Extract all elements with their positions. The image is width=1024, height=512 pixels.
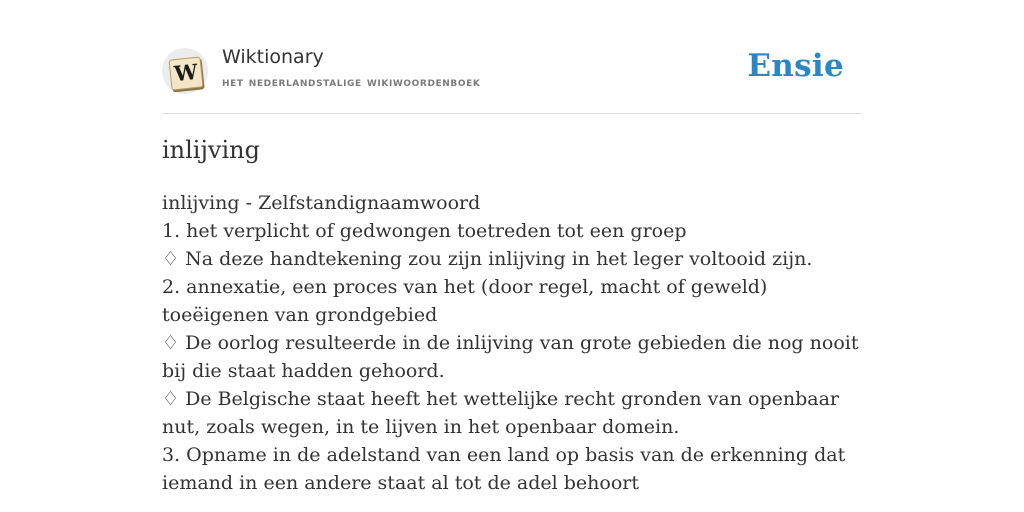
logo-letter: W	[172, 58, 199, 87]
definition-1: 1. het verplicht of gedwongen toetreden tot een groep	[162, 220, 687, 242]
entry-content	[162, 189, 862, 497]
wiktionary-logo-icon[interactable]	[162, 48, 208, 94]
example-3: ♢ De Belgische staat heeft het wettelijke recht gronden van openbaar nut, zoals wegen, in te lijven in het openbaar domein.	[162, 385, 862, 441]
logo-tile	[168, 56, 203, 90]
example-1: ♢ Na deze handtekening zou zijn inlijving in het leger voltooid zijn.	[162, 245, 862, 273]
entry-pos-line: inlijving - Zelfstandignaamwoord	[162, 192, 481, 214]
site-header	[162, 44, 862, 100]
header-divider	[162, 113, 862, 114]
entry-title: inlijving	[162, 136, 260, 164]
site-tagline: het nederlandstalige wikiwoordenboek	[222, 75, 481, 90]
site-name[interactable]: Wiktionary	[222, 46, 324, 68]
ensie-brand-logo[interactable]: Ensie	[747, 48, 844, 84]
definition-3: 3. Opname in de adelstand van een land op basis van de erkenning dat iemand in een andere staat al tot de adel behoort	[162, 444, 846, 494]
example-2: ♢ De oorlog resulteerde in de inlijving van grote gebieden die nog nooit bij die staat hadden gehoord.	[162, 329, 862, 385]
definition-2: 2. annexatie, een proces van het (door regel, macht of geweld) toeëigenen van grondgebied	[162, 276, 768, 326]
